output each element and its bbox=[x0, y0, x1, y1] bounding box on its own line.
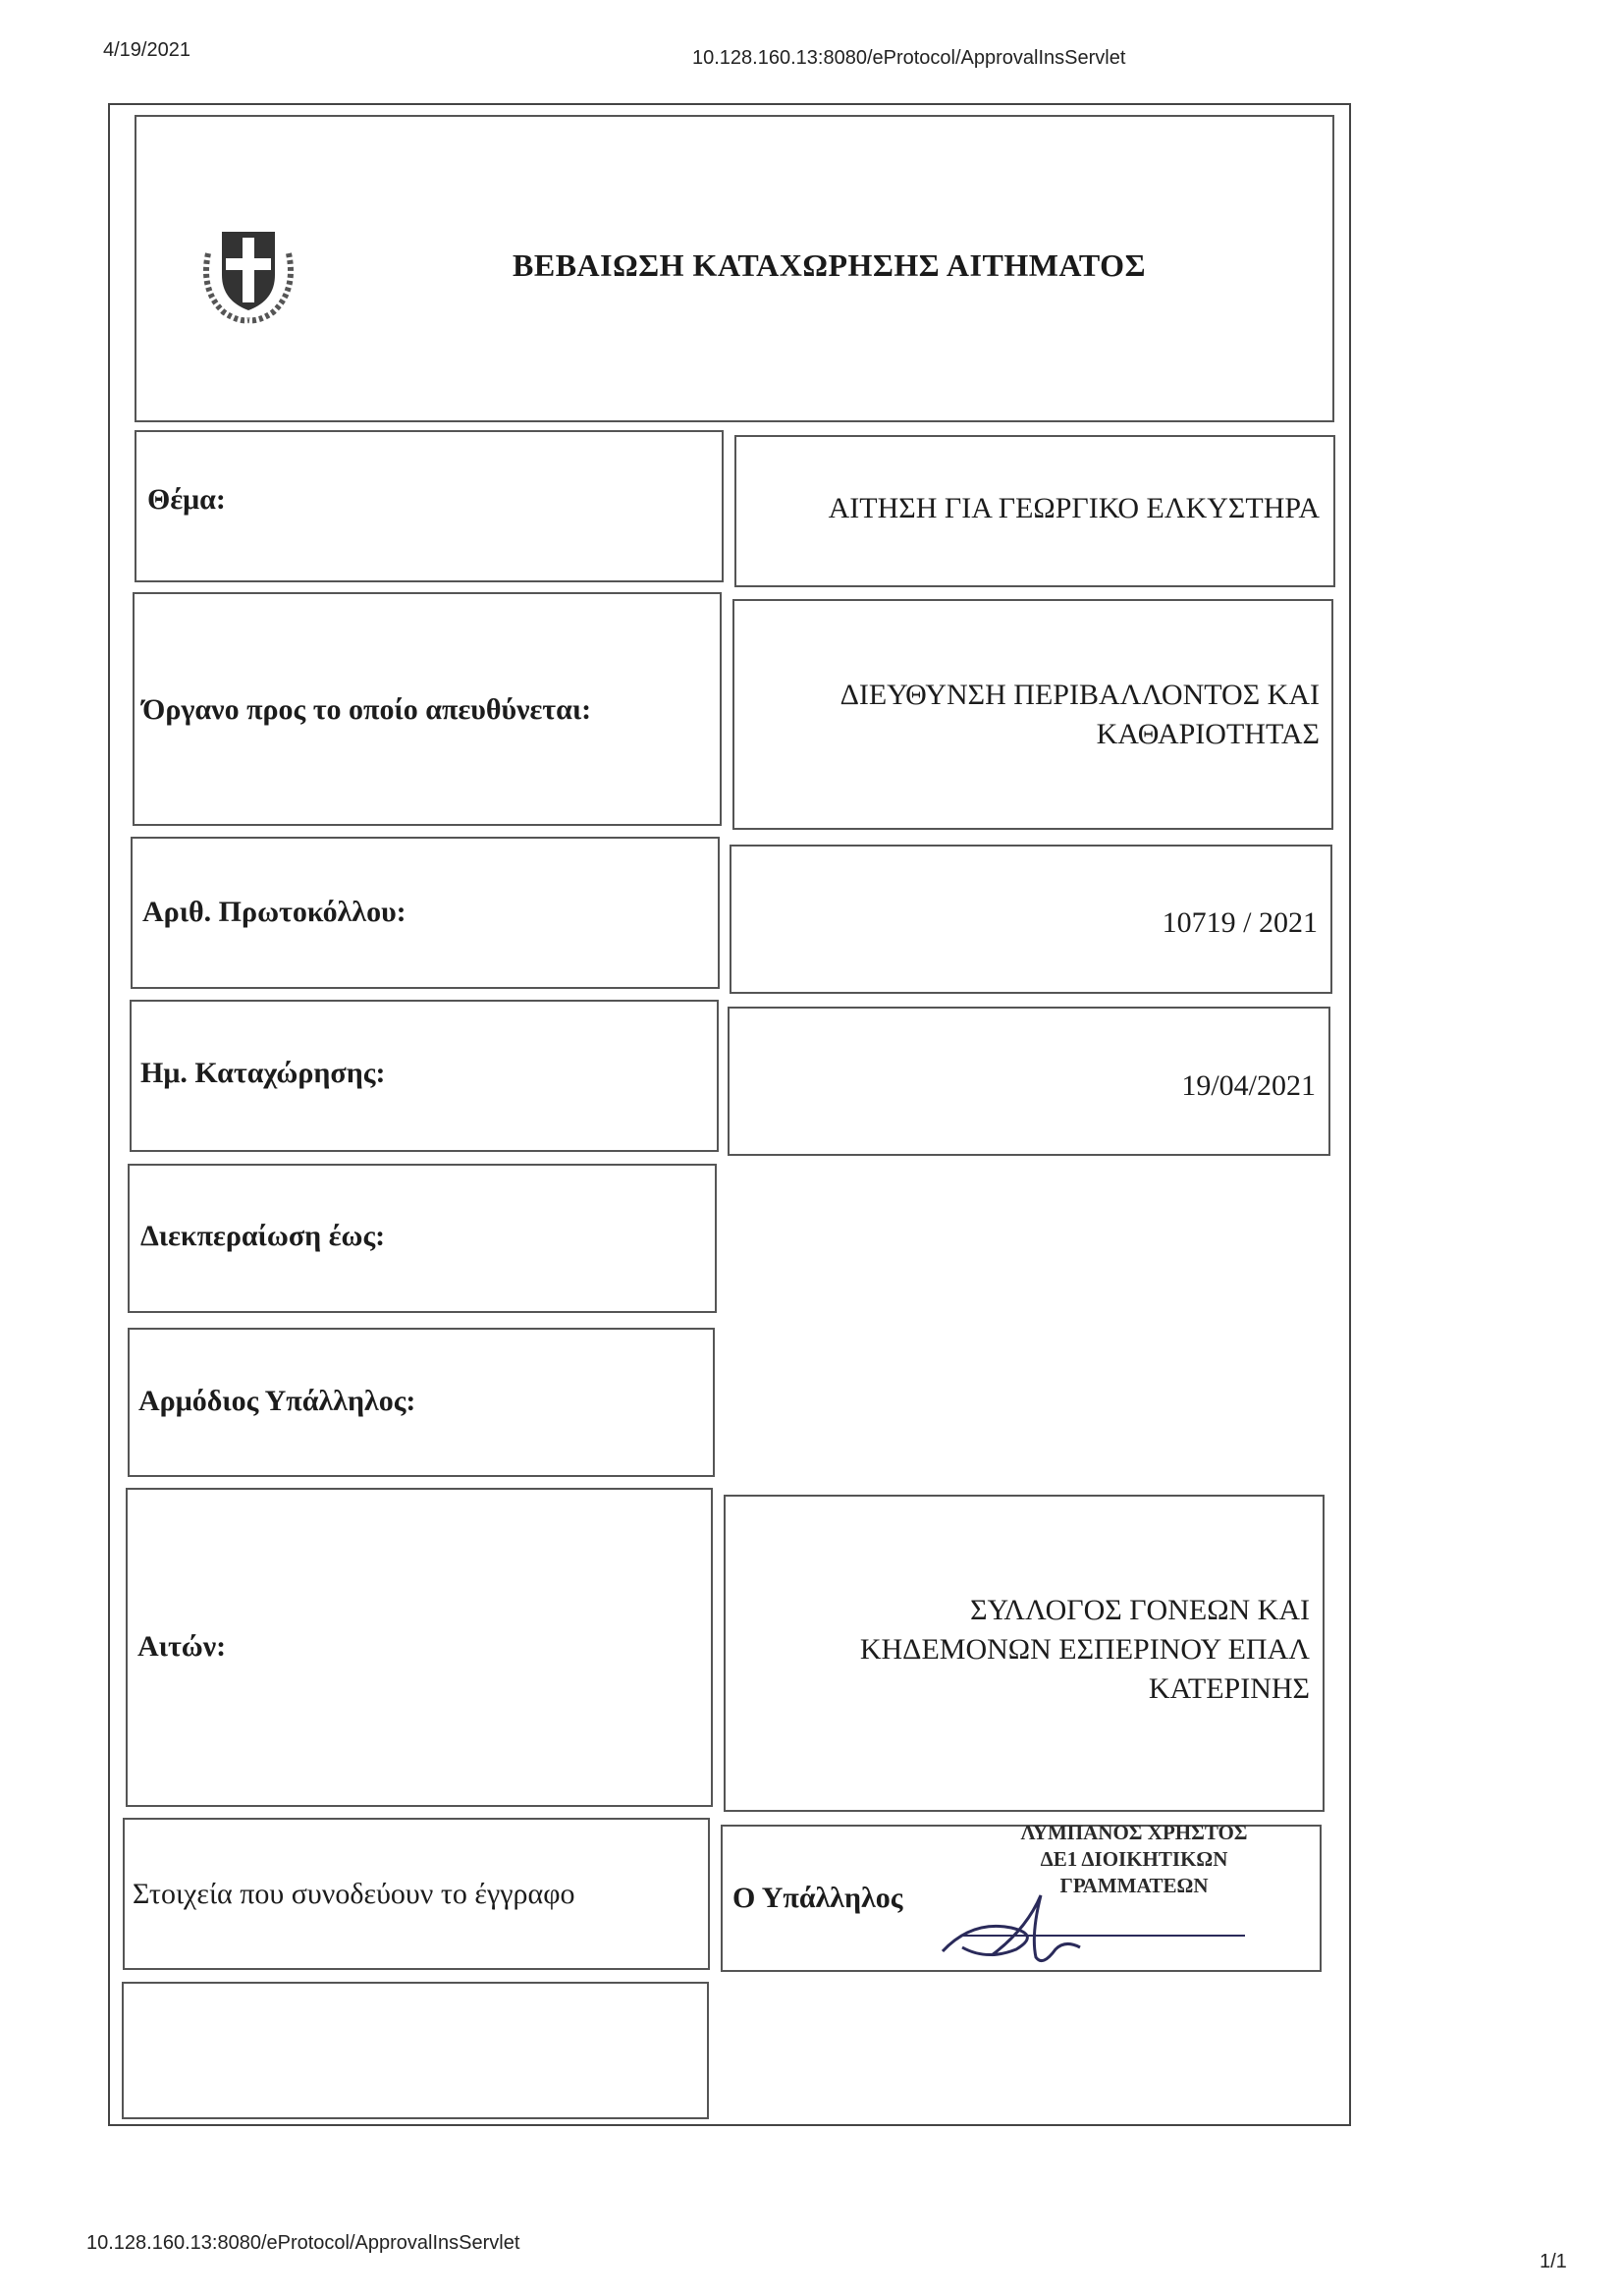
attachments-value-cell bbox=[122, 1982, 709, 2119]
responsible-employee-label: Αρμόδιος Υπάλληλος: bbox=[138, 1385, 416, 1417]
applicant-label: Αιτών: bbox=[137, 1630, 227, 1663]
footer-url: 10.128.160.13:8080/eProtocol/ApprovalInsServlet bbox=[86, 2232, 520, 2254]
subject-value: ΑΙΤΗΣΗ ΓΙΑ ΓΕΩΡΓΙΚΟ ΕΛΚΥΣΤΗΡΑ bbox=[828, 492, 1320, 524]
protocol-label: Αριθ. Πρωτοκόλλου: bbox=[142, 896, 406, 928]
employee-label: Ο Υπάλληλος bbox=[732, 1882, 903, 1914]
employee-stamp: ΛΥΜΠΑΝΟΣ ΧΡΗΣΤΟΣ ΔΕ1 ΔΙΟΙΚΗΤΙΚΩΝ ΓΡΑΜΜΑΤΕΩΝ bbox=[1020, 1821, 1248, 1897]
document-title: ΒΕΒΑΙΩΣΗ ΚΑΤΑΧΩΡΗΣΗΣ ΑΙΤΗΜΑΤΟΣ bbox=[513, 247, 1146, 283]
greek-coat-of-arms-icon bbox=[194, 214, 302, 327]
signature bbox=[933, 1890, 1247, 1974]
addressee-value: ΔΙΕΥΘΥΝΣΗ ΠΕΡΙΒΑΛΛΟΝΤΟΣ ΚΑΙ ΚΑΘΑΡΙΟΤΗΤΑΣ bbox=[839, 679, 1320, 750]
subject-label: Θέμα: bbox=[147, 483, 226, 516]
page-number: 1/1 bbox=[1540, 2251, 1567, 2272]
print-date: 4/19/2021 bbox=[103, 39, 190, 61]
applicant-value: ΣΥΛΛΟΓΟΣ ΓΟΝΕΩΝ ΚΑΙ ΚΗΔΕΜΟΝΩΝ ΕΣΠΕΡΙΝΟΥ ΕΠΑΛ ΚΑΤΕΡΙΝΗΣ bbox=[859, 1594, 1310, 1705]
registration-date-value: 19/04/2021 bbox=[1181, 1069, 1316, 1102]
protocol-value: 10719 / 2021 bbox=[1162, 906, 1318, 939]
print-url: 10.128.160.13:8080/eProtocol/ApprovalInsServlet bbox=[692, 47, 1126, 69]
attachments-label: Στοιχεία που συνοδεύουν το έγγραφο bbox=[133, 1878, 575, 1910]
processing-label: Διεκπεραίωση έως: bbox=[140, 1220, 386, 1252]
addressee-label: Όργανο προς το οποίο απευθύνεται: bbox=[142, 693, 592, 726]
registration-date-label: Ημ. Καταχώρησης: bbox=[140, 1057, 386, 1089]
